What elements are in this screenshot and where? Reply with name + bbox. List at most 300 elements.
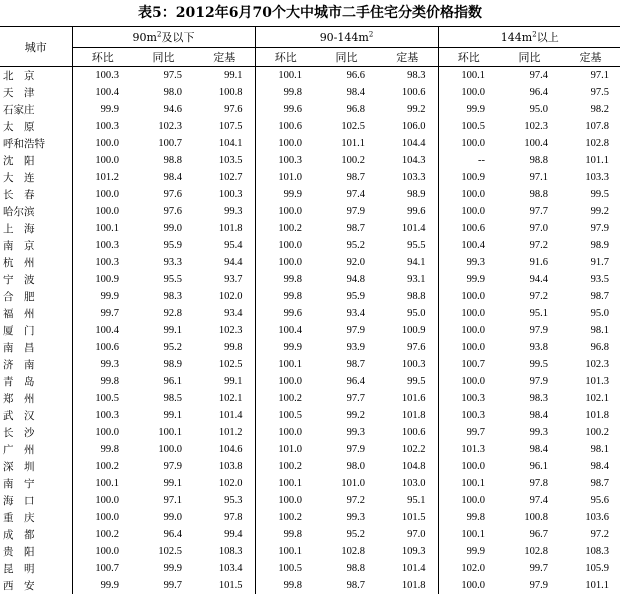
value-cell: 99.7 (72, 305, 133, 322)
value-cell: 98.5 (133, 390, 194, 407)
subcol-header: 同比 (133, 48, 194, 67)
city-cell: 深 圳 (0, 458, 72, 475)
value-cell: 102.0 (438, 560, 499, 577)
value-cell: 100.6 (377, 84, 438, 101)
value-cell: 95.3 (194, 492, 255, 509)
value-cell: 99.9 (133, 560, 194, 577)
value-cell: 95.1 (377, 492, 438, 509)
table-row (0, 526, 620, 543)
city-cell: 杭 州 (0, 254, 72, 271)
value-cell: 95.5 (133, 271, 194, 288)
table-row (0, 492, 620, 509)
value-cell: 98.1 (560, 441, 620, 458)
value-cell: 93.8 (499, 339, 560, 356)
value-cell: 103.6 (560, 509, 620, 526)
value-cell: 101.4 (194, 407, 255, 424)
value-cell: 98.8 (133, 152, 194, 169)
value-cell: 91.6 (499, 254, 560, 271)
value-cell: 97.4 (316, 186, 377, 203)
value-cell: 100.2 (316, 152, 377, 169)
value-cell: 97.9 (133, 458, 194, 475)
value-cell: 98.2 (560, 101, 620, 118)
value-cell: 97.5 (133, 67, 194, 85)
city-cell: 合 肥 (0, 288, 72, 305)
value-cell: 99.7 (133, 577, 194, 594)
table-row (0, 288, 620, 305)
value-cell: 99.8 (255, 288, 316, 305)
value-cell: 98.8 (377, 288, 438, 305)
value-cell: 99.5 (560, 186, 620, 203)
value-cell: 97.2 (499, 288, 560, 305)
value-cell: 102.5 (133, 543, 194, 560)
value-cell: 100.0 (255, 424, 316, 441)
value-cell: 99.9 (72, 101, 133, 118)
city-column-header: 城市 (0, 27, 72, 67)
value-cell: 97.0 (499, 220, 560, 237)
table-row (0, 84, 620, 101)
value-cell: 99.8 (438, 509, 499, 526)
value-cell: 100.3 (72, 237, 133, 254)
value-cell: 94.4 (194, 254, 255, 271)
city-cell: 大 连 (0, 169, 72, 186)
group-label-post: 以上 (537, 31, 559, 44)
city-cell: 天 津 (0, 84, 72, 101)
value-cell: 102.3 (133, 118, 194, 135)
value-cell: 108.3 (194, 543, 255, 560)
value-cell: 100.1 (255, 67, 316, 85)
city-cell: 福 州 (0, 305, 72, 322)
value-cell: 99.6 (377, 203, 438, 220)
value-cell: 99.4 (194, 526, 255, 543)
value-cell: 99.8 (255, 577, 316, 594)
value-cell: 98.4 (133, 169, 194, 186)
value-cell: 103.0 (377, 475, 438, 492)
value-cell: 96.4 (133, 526, 194, 543)
value-cell: 99.8 (255, 271, 316, 288)
value-cell: 93.7 (194, 271, 255, 288)
value-cell: 100.7 (438, 356, 499, 373)
value-cell: 101.8 (194, 220, 255, 237)
table-row (0, 305, 620, 322)
value-cell: 102.1 (560, 390, 620, 407)
value-cell: 99.5 (499, 356, 560, 373)
table-row (0, 135, 620, 152)
value-cell: 100.5 (255, 407, 316, 424)
value-cell: 99.2 (560, 203, 620, 220)
value-cell: 96.7 (499, 526, 560, 543)
value-cell: 97.6 (133, 186, 194, 203)
table-body (0, 67, 620, 594)
value-cell: 100.6 (377, 424, 438, 441)
value-cell: 100.0 (72, 492, 133, 509)
value-cell: 104.3 (377, 152, 438, 169)
value-cell: 100.2 (255, 509, 316, 526)
value-cell: 100.2 (255, 220, 316, 237)
value-cell: 100.4 (72, 84, 133, 101)
value-cell: 98.9 (133, 356, 194, 373)
city-cell: 济 南 (0, 356, 72, 373)
value-cell: 101.1 (560, 577, 620, 594)
value-cell: 99.9 (438, 271, 499, 288)
subcol-header: 环比 (255, 48, 316, 67)
table-row (0, 407, 620, 424)
value-cell: 103.3 (377, 169, 438, 186)
group-label-sup: 2 (369, 30, 373, 38)
value-cell: 95.0 (377, 305, 438, 322)
value-cell: 93.9 (316, 339, 377, 356)
value-cell: 95.1 (499, 305, 560, 322)
value-cell: 97.9 (499, 577, 560, 594)
value-cell: 100.0 (255, 373, 316, 390)
city-cell: 南 京 (0, 237, 72, 254)
value-cell: 100.7 (72, 560, 133, 577)
value-cell: 100.0 (438, 288, 499, 305)
value-cell: 97.2 (560, 526, 620, 543)
value-cell: 97.6 (194, 101, 255, 118)
value-cell: 100.2 (255, 390, 316, 407)
value-cell: 95.2 (316, 237, 377, 254)
subcol-header: 同比 (499, 48, 560, 67)
table-row (0, 322, 620, 339)
subcol-header: 环比 (438, 48, 499, 67)
value-cell: 97.1 (133, 492, 194, 509)
value-cell: 100.1 (255, 475, 316, 492)
value-cell: 95.2 (316, 526, 377, 543)
value-cell: 98.7 (316, 356, 377, 373)
group-label-sup: 2 (532, 30, 536, 38)
value-cell: 100.1 (438, 526, 499, 543)
value-cell: 100.0 (72, 509, 133, 526)
value-cell: 95.4 (194, 237, 255, 254)
value-cell: 98.4 (560, 458, 620, 475)
value-cell: 97.9 (316, 441, 377, 458)
value-cell: 101.5 (377, 509, 438, 526)
table-row (0, 424, 620, 441)
value-cell: 100.2 (255, 458, 316, 475)
value-cell: 100.0 (72, 424, 133, 441)
value-cell: 103.4 (194, 560, 255, 577)
value-cell: 97.5 (560, 84, 620, 101)
value-cell: 100.0 (438, 339, 499, 356)
value-cell: 98.8 (499, 186, 560, 203)
value-cell: 94.1 (377, 254, 438, 271)
value-cell: 94.6 (133, 101, 194, 118)
value-cell: 96.6 (316, 67, 377, 85)
group-label-sup: 2 (157, 30, 161, 38)
value-cell: 99.3 (316, 424, 377, 441)
value-cell: 99.1 (194, 373, 255, 390)
value-cell: 101.8 (560, 407, 620, 424)
value-cell: 100.4 (499, 135, 560, 152)
value-cell: 101.0 (255, 169, 316, 186)
value-cell: 95.9 (133, 237, 194, 254)
group-header-medium (255, 27, 438, 48)
value-cell: 99.9 (72, 577, 133, 594)
value-cell: 97.9 (499, 322, 560, 339)
value-cell: 100.0 (133, 441, 194, 458)
value-cell: 100.1 (72, 475, 133, 492)
value-cell: 100.7 (133, 135, 194, 152)
value-cell: 98.9 (560, 237, 620, 254)
value-cell: 98.8 (499, 152, 560, 169)
value-cell: 98.7 (316, 577, 377, 594)
value-cell: 100.3 (72, 254, 133, 271)
value-cell: 99.3 (438, 254, 499, 271)
table-row (0, 220, 620, 237)
value-cell: 100.8 (194, 84, 255, 101)
value-cell: 99.0 (133, 509, 194, 526)
value-cell: 96.1 (499, 458, 560, 475)
value-cell: 102.2 (377, 441, 438, 458)
value-cell: 104.8 (377, 458, 438, 475)
value-cell: 98.1 (560, 322, 620, 339)
table-row (0, 118, 620, 135)
value-cell: 102.3 (560, 356, 620, 373)
city-cell: 太 原 (0, 118, 72, 135)
value-cell: 100.0 (438, 186, 499, 203)
value-cell: 108.3 (560, 543, 620, 560)
value-cell: 99.3 (72, 356, 133, 373)
value-cell: 100.1 (255, 356, 316, 373)
value-cell: 99.3 (194, 203, 255, 220)
value-cell: 101.1 (560, 152, 620, 169)
table-row (0, 237, 620, 254)
value-cell: 97.7 (499, 203, 560, 220)
value-cell: 100.0 (255, 254, 316, 271)
subcol-header: 定基 (377, 48, 438, 67)
city-cell: 厦 门 (0, 322, 72, 339)
value-cell: 100.0 (438, 322, 499, 339)
value-cell: 100.1 (438, 475, 499, 492)
value-cell: 97.6 (377, 339, 438, 356)
value-cell: 101.4 (377, 560, 438, 577)
value-cell: 100.0 (438, 373, 499, 390)
value-cell: 100.2 (560, 424, 620, 441)
table-row (0, 458, 620, 475)
value-cell: 102.7 (194, 169, 255, 186)
value-cell: 97.1 (560, 67, 620, 85)
city-cell: 海 口 (0, 492, 72, 509)
value-cell: 102.0 (194, 288, 255, 305)
table-row (0, 441, 620, 458)
city-cell: 成 都 (0, 526, 72, 543)
city-cell: 重 庆 (0, 509, 72, 526)
value-cell: 101.2 (72, 169, 133, 186)
value-cell: 91.7 (560, 254, 620, 271)
group-label-post: 及以下 (161, 31, 194, 44)
value-cell: 100.0 (438, 492, 499, 509)
value-cell: 100.3 (255, 152, 316, 169)
value-cell: 101.3 (560, 373, 620, 390)
value-cell: 104.1 (194, 135, 255, 152)
value-cell: 101.4 (377, 220, 438, 237)
value-cell: 100.4 (72, 322, 133, 339)
value-cell: 100.3 (72, 67, 133, 85)
table-row (0, 373, 620, 390)
value-cell: 100.1 (133, 424, 194, 441)
value-cell: 97.1 (499, 169, 560, 186)
value-cell: 101.5 (194, 577, 255, 594)
city-cell: 南 昌 (0, 339, 72, 356)
value-cell: 100.1 (438, 67, 499, 85)
value-cell: 100.5 (255, 560, 316, 577)
value-cell: 97.8 (194, 509, 255, 526)
table-row (0, 186, 620, 203)
value-cell: 93.1 (377, 271, 438, 288)
value-cell: 99.5 (377, 373, 438, 390)
value-cell: 96.1 (133, 373, 194, 390)
value-cell: 100.1 (72, 220, 133, 237)
table-row (0, 509, 620, 526)
value-cell: 102.8 (316, 543, 377, 560)
value-cell: 100.3 (72, 407, 133, 424)
group-header-large (438, 27, 620, 48)
value-cell: 100.9 (377, 322, 438, 339)
value-cell: 102.5 (194, 356, 255, 373)
value-cell: 99.9 (438, 543, 499, 560)
city-cell: 长 春 (0, 186, 72, 203)
city-cell: 广 州 (0, 441, 72, 458)
value-cell: 100.0 (72, 203, 133, 220)
value-cell: 100.0 (438, 203, 499, 220)
value-cell: 99.8 (194, 339, 255, 356)
value-cell: 100.6 (438, 220, 499, 237)
value-cell: 99.0 (133, 220, 194, 237)
table-row (0, 101, 620, 118)
value-cell: 101.8 (377, 577, 438, 594)
value-cell: 101.8 (377, 407, 438, 424)
value-cell: 101.1 (316, 135, 377, 152)
city-cell: 沈 阳 (0, 152, 72, 169)
value-cell: 99.1 (133, 407, 194, 424)
value-cell: 100.3 (438, 390, 499, 407)
city-cell: 宁 波 (0, 271, 72, 288)
value-cell: 96.4 (499, 84, 560, 101)
subcol-header: 定基 (194, 48, 255, 67)
value-cell: -- (438, 152, 499, 169)
value-cell: 97.2 (316, 492, 377, 509)
city-cell: 南 宁 (0, 475, 72, 492)
value-cell: 100.0 (255, 237, 316, 254)
value-cell: 95.2 (133, 339, 194, 356)
value-cell: 96.8 (316, 101, 377, 118)
value-cell: 101.0 (316, 475, 377, 492)
value-cell: 92.8 (133, 305, 194, 322)
table-row (0, 339, 620, 356)
city-cell: 北 京 (0, 67, 72, 85)
value-cell: 96.4 (316, 373, 377, 390)
value-cell: 100.6 (255, 118, 316, 135)
value-cell: 94.8 (316, 271, 377, 288)
value-cell: 94.4 (499, 271, 560, 288)
value-cell: 102.1 (194, 390, 255, 407)
value-cell: 109.3 (377, 543, 438, 560)
value-cell: 100.2 (72, 458, 133, 475)
table-row (0, 543, 620, 560)
value-cell: 100.3 (194, 186, 255, 203)
value-cell: 97.9 (316, 322, 377, 339)
value-cell: 99.1 (194, 67, 255, 85)
value-cell: 98.4 (499, 407, 560, 424)
value-cell: 98.3 (499, 390, 560, 407)
value-cell: 97.4 (499, 492, 560, 509)
value-cell: 99.9 (255, 186, 316, 203)
table-row (0, 560, 620, 577)
table-row (0, 577, 620, 594)
value-cell: 100.0 (255, 203, 316, 220)
value-cell: 93.4 (194, 305, 255, 322)
value-cell: 100.0 (438, 577, 499, 594)
city-cell: 贵 阳 (0, 543, 72, 560)
value-cell: 102.0 (194, 475, 255, 492)
value-cell: 97.0 (377, 526, 438, 543)
value-cell: 105.9 (560, 560, 620, 577)
value-cell: 96.8 (560, 339, 620, 356)
value-cell: 92.0 (316, 254, 377, 271)
table-header (0, 27, 620, 67)
value-cell: 103.3 (560, 169, 620, 186)
value-cell: 101.0 (255, 441, 316, 458)
value-cell: 101.2 (194, 424, 255, 441)
value-cell: 99.1 (133, 475, 194, 492)
city-cell: 昆 明 (0, 560, 72, 577)
value-cell: 100.9 (438, 169, 499, 186)
value-cell: 98.3 (377, 67, 438, 85)
table-row (0, 475, 620, 492)
table-row (0, 169, 620, 186)
value-cell: 97.9 (560, 220, 620, 237)
value-cell: 98.3 (133, 288, 194, 305)
value-cell: 98.0 (316, 458, 377, 475)
value-cell: 100.0 (72, 543, 133, 560)
value-cell: 100.0 (438, 458, 499, 475)
city-cell: 哈尔滨 (0, 203, 72, 220)
value-cell: 100.0 (72, 186, 133, 203)
subcol-header: 定基 (560, 48, 620, 67)
value-cell: 98.7 (316, 220, 377, 237)
value-cell: 100.4 (438, 237, 499, 254)
subcol-header: 同比 (316, 48, 377, 67)
city-cell: 呼和浩特 (0, 135, 72, 152)
value-cell: 100.0 (255, 492, 316, 509)
city-cell: 石家庄 (0, 101, 72, 118)
value-cell: 95.9 (316, 288, 377, 305)
value-cell: 100.0 (438, 135, 499, 152)
value-cell: 99.6 (255, 305, 316, 322)
value-cell: 98.7 (316, 169, 377, 186)
value-cell: 104.4 (377, 135, 438, 152)
value-cell: 99.8 (72, 373, 133, 390)
value-cell: 100.3 (72, 118, 133, 135)
table-row (0, 356, 620, 373)
value-cell: 93.3 (133, 254, 194, 271)
group-header-small (72, 27, 255, 48)
value-cell: 97.6 (133, 203, 194, 220)
value-cell: 99.8 (255, 84, 316, 101)
value-cell: 97.7 (316, 390, 377, 407)
value-cell: 100.2 (72, 526, 133, 543)
city-cell: 长 沙 (0, 424, 72, 441)
value-cell: 98.7 (560, 475, 620, 492)
value-cell: 100.5 (72, 390, 133, 407)
group-label-pre: 90m (133, 31, 157, 44)
value-cell: 102.3 (194, 322, 255, 339)
value-cell: 98.0 (133, 84, 194, 101)
value-cell: 95.0 (499, 101, 560, 118)
value-cell: 93.4 (316, 305, 377, 322)
value-cell: 93.5 (560, 271, 620, 288)
value-cell: 99.3 (499, 424, 560, 441)
